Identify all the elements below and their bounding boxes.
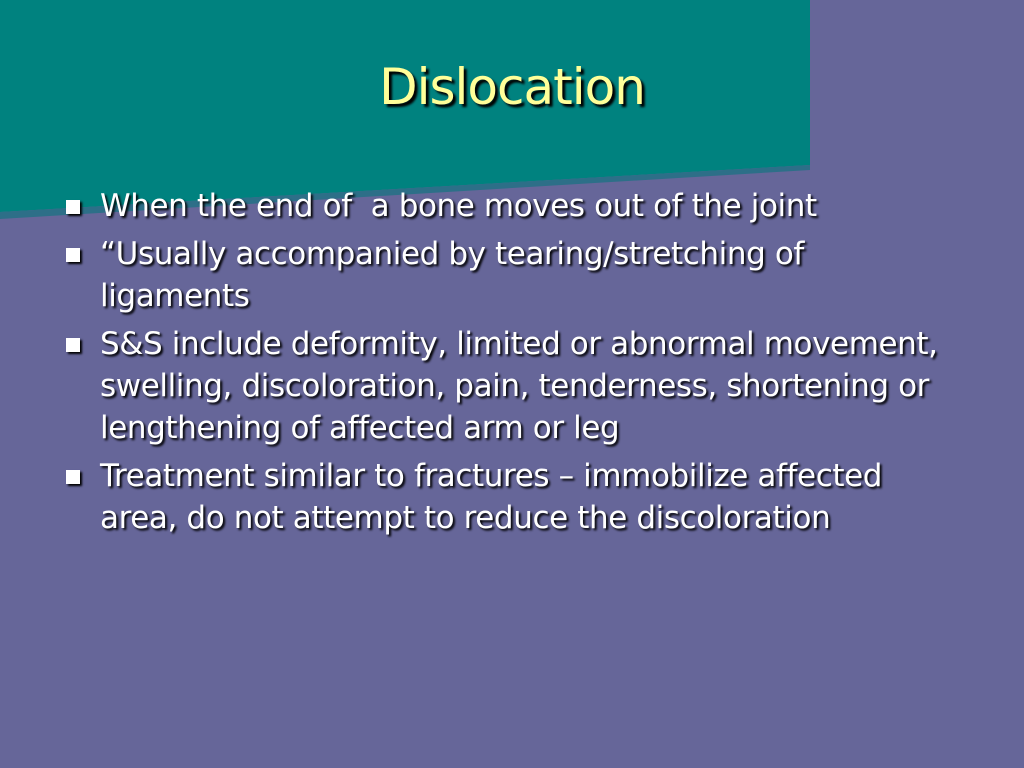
- bullet-item: [62, 323, 962, 449]
- square-bullet-icon: [66, 248, 80, 262]
- bullet-item: [62, 185, 962, 227]
- bullet-item: [62, 455, 962, 539]
- bullet-text: S&S include deformity, limited or abnormal movement, swelling, discoloration, pain, tenderness, shortening or lengthening of affected arm or leg: [100, 326, 948, 446]
- square-bullet-icon: [66, 200, 80, 214]
- slide-title: Dislocation: [379, 58, 645, 116]
- bullet-text: Treatment similar to fractures – immobilize affected area, do not attempt to reduce the discoloration: [100, 458, 892, 536]
- bullet-list: [62, 185, 962, 545]
- square-bullet-icon: [66, 470, 80, 484]
- bullet-text: “Usually accompanied by tearing/stretching of ligaments: [100, 236, 814, 314]
- square-bullet-icon: [66, 338, 80, 352]
- bullet-text: When the end of a bone moves out of the joint: [100, 188, 817, 224]
- bullet-item: [62, 233, 962, 317]
